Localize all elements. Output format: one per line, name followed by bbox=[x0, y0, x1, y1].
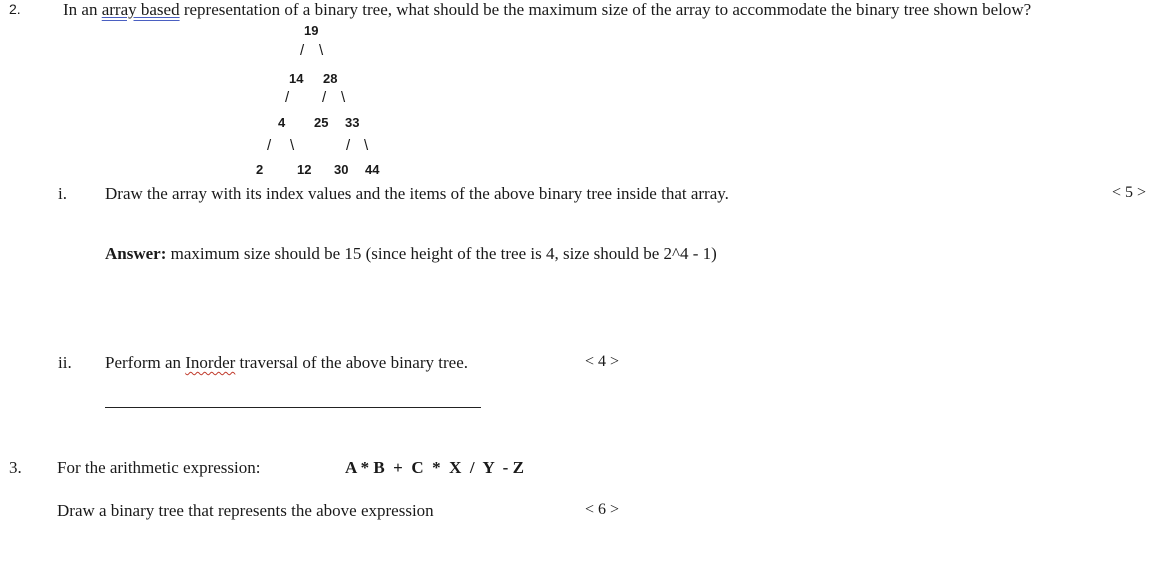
part-ii-marks: < 4 > bbox=[585, 353, 620, 370]
answer-text bbox=[105, 244, 717, 264]
tree-node-28: 28 bbox=[323, 71, 338, 86]
tree-node-4: 4 bbox=[278, 115, 286, 130]
tree-edge: \ bbox=[341, 89, 346, 106]
question-2-prefix: In an bbox=[63, 0, 102, 19]
part-i-text: Draw the array with its index values and the items of the above binary tree inside that array. bbox=[105, 184, 729, 203]
part-ii-suffix: traversal of the above binary tree. bbox=[235, 353, 468, 372]
tree-node-25: 25 bbox=[314, 115, 329, 130]
tree-edge: / bbox=[300, 42, 305, 59]
tree-edge: \ bbox=[364, 137, 369, 154]
part-ii-label: ii. bbox=[58, 353, 72, 372]
part-ii-prefix: Perform an bbox=[105, 353, 186, 372]
question-3-text: For the arithmetic expression: bbox=[57, 458, 261, 477]
part-i-marks: < 5 > bbox=[1112, 184, 1147, 201]
arithmetic-expression: A * B + C * X / Y - Z bbox=[345, 458, 524, 477]
tree-node-2: 2 bbox=[256, 162, 264, 177]
question-2-text bbox=[63, 0, 1031, 20]
tree-node-12: 12 bbox=[297, 162, 312, 177]
answer-label: Answer: bbox=[105, 244, 167, 263]
question-2-number: 2. bbox=[9, 1, 21, 17]
tree-edge: \ bbox=[290, 137, 295, 154]
question-3-instruction: Draw a binary tree that represents the above expression bbox=[57, 501, 434, 520]
tree-edge: \ bbox=[319, 42, 324, 59]
tree-edge: / bbox=[346, 137, 351, 154]
part-ii-text bbox=[105, 353, 468, 373]
question-3-number: 3. bbox=[9, 458, 22, 477]
tree-node-30: 30 bbox=[334, 162, 349, 177]
question-3-marks: < 6 > bbox=[585, 501, 620, 518]
tree-node-33: 33 bbox=[345, 115, 360, 130]
question-2-suffix: representation of a binary tree, what should be the maximum size of the array to accommodate the binary tree shown below? bbox=[179, 0, 1032, 19]
answer-body: maximum size should be 15 (since height of the tree is 4, size should be 2^4 - 1) bbox=[166, 244, 717, 263]
tree-edge: / bbox=[322, 89, 327, 106]
tree-node-19: 19 bbox=[304, 23, 319, 38]
inorder-term: Inorder bbox=[185, 353, 236, 372]
answer-line bbox=[105, 407, 481, 408]
array-based-term: array based bbox=[101, 0, 180, 19]
tree-node-44: 44 bbox=[365, 162, 380, 177]
tree-edge: / bbox=[267, 137, 272, 154]
tree-edge: / bbox=[285, 89, 290, 106]
part-i-label: i. bbox=[58, 184, 67, 203]
tree-node-14: 14 bbox=[289, 71, 304, 86]
